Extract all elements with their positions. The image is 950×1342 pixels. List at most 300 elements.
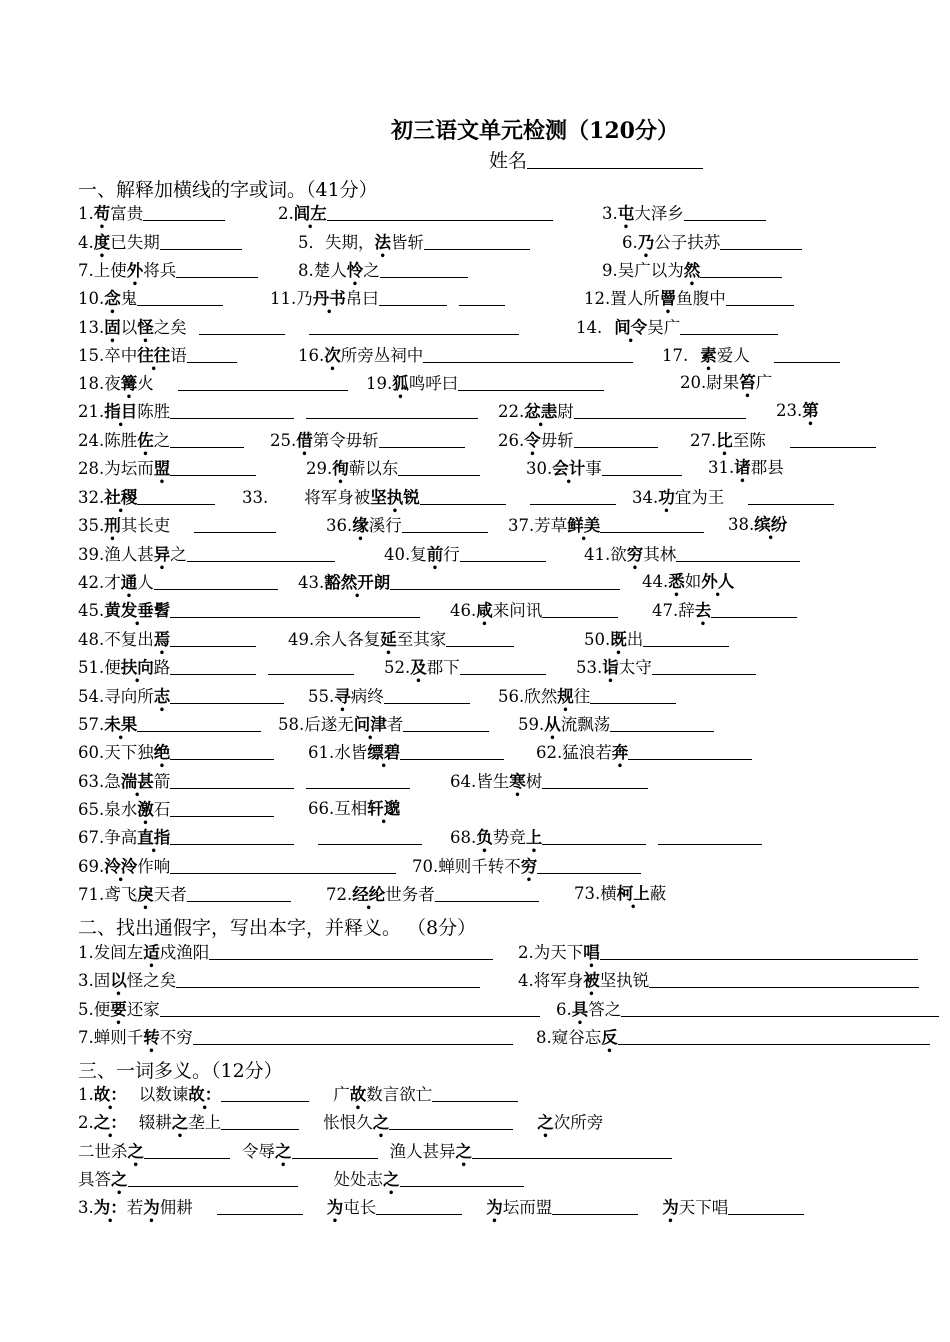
answer-blank[interactable] [187,883,291,902]
answer-blank[interactable] [400,1168,524,1187]
answer-blank[interactable] [537,855,641,874]
answer-blank[interactable] [711,599,797,618]
question-text: 66. [308,799,335,818]
answer-blank[interactable] [217,1196,303,1215]
question-text: 1. [78,943,94,962]
question-text: 石 [153,800,171,819]
answer-blank[interactable] [542,770,648,789]
question-text: 寻向所 [104,687,154,706]
marked-term: 丹书 [312,289,346,308]
answer-blank[interactable] [137,713,261,732]
marked-term: 适 [143,943,160,962]
answer-blank[interactable] [292,1140,378,1159]
marked-term: 上 [525,828,543,847]
answer-blank[interactable] [187,543,335,562]
s2-question-8 [536,1026,930,1049]
marked-term: 去 [694,601,712,620]
question-text: 24. [78,431,105,450]
answer-blank[interactable] [423,344,633,363]
answer-blank[interactable] [144,1140,230,1159]
marked-term: 比 [716,431,733,450]
question-54 [78,685,284,708]
s2-question-3 [78,969,480,992]
question-text: 7. [78,261,94,280]
answer-blank[interactable] [600,941,918,960]
answer-blank[interactable] [193,1026,513,1045]
answer-blank[interactable] [160,231,242,250]
question-text: 30. [526,459,553,478]
marked-term: 咸 [476,601,493,620]
answer-blank[interactable] [170,741,274,760]
answer-blank[interactable] [137,287,223,306]
question-text: 为天下 [533,943,584,962]
answer-blank[interactable] [178,372,348,391]
question-37 [508,514,704,537]
marked-term: 为 [486,1198,503,1217]
question-text: 水皆 [334,743,368,762]
marked-term: 缘 [352,516,369,535]
marked-term: 以 [110,971,127,990]
question-text: 36. [326,516,353,535]
question-text: 所旁丛祠中 [340,346,424,365]
marked-term: 固 [104,318,121,337]
marked-term: 柯上 [616,884,650,903]
question-text: 5. [78,1000,94,1019]
s3-question-zhi [78,1111,603,1134]
question-text: 49. [288,630,315,649]
question-47 [652,599,797,622]
answer-blank[interactable] [170,457,256,476]
question-text: 70. [412,857,439,876]
marked-term: 故： • [188,1085,221,1104]
row-8 [0,400,950,426]
question-text: 广 [755,373,773,392]
answer-blank[interactable] [376,1196,462,1215]
s3-row-4 [0,1168,950,1194]
question-text: 41. [584,545,611,564]
answer-blank[interactable] [590,685,676,704]
question-49 [288,628,514,651]
question-text: 太守 [618,658,652,677]
marked-term: 然 [683,261,701,280]
question-text: 19. [366,374,393,393]
question-text: 戍渔阳 [159,943,210,962]
question-60 [78,741,274,764]
question-text: 46. [450,601,477,620]
question-text: 15. [78,346,105,365]
answer-blank[interactable] [199,316,285,335]
question-29 [306,457,480,480]
section-1-heading: 一、解释加横线的字或词。（41分） [78,179,378,201]
row-17 [0,656,950,682]
answer-blank[interactable] [574,429,658,448]
question-text: 发闾左 [93,943,144,962]
answer-blank[interactable] [306,770,410,789]
question-15 [78,344,237,367]
answer-blank[interactable] [160,998,540,1017]
answer-blank[interactable] [542,826,646,845]
answer-blank[interactable] [400,741,504,760]
question-8 [298,259,468,282]
marked-term: 之 [171,1113,189,1132]
marked-term: 度 [93,233,111,252]
answer-blank[interactable] [398,457,480,476]
answer-blank[interactable] [170,656,256,675]
question-73 [574,883,666,905]
question-text: 其长吏 [120,516,171,535]
marked-term: 鲜美 [567,516,601,535]
question-text: 67. [78,828,105,847]
marked-term: 功 [658,488,675,507]
answer-blank[interactable] [318,826,422,845]
question-text: 便 [93,1000,111,1019]
answer-blank[interactable] [618,1026,930,1045]
answer-blank[interactable] [435,883,539,902]
marked-term: 泠泠 [104,857,138,876]
question-text: 73. [574,884,601,903]
marked-term: 轩邈 [367,799,401,818]
question-text: 不复出 [104,630,154,649]
answer-blank[interactable] [390,571,620,590]
question-text: 大泽乡 [634,204,684,223]
question-text: 天下唱 [678,1198,729,1217]
question-42 [78,571,278,594]
marked-term: 故 [349,1085,367,1104]
marked-term: 外人 [701,572,735,591]
question-text: 后遂无 [304,715,354,734]
marked-term: 念 [104,289,121,308]
question-23 [776,400,819,422]
question-40 [384,543,546,566]
answer-blank[interactable] [306,400,478,419]
answer-blank[interactable] [170,400,294,419]
question-text: 13. [78,318,105,337]
question-text: 世务者 [385,885,435,904]
question-text: 39. [78,545,105,564]
question-text: 火 [137,374,154,393]
question-text: 将军身被 [304,488,371,507]
question-text: 渔人甚 [104,545,154,564]
question-text: 27. [690,431,717,450]
row-6 [0,344,950,370]
question-text: 者 [386,715,404,734]
answer-blank[interactable] [176,969,480,988]
question-text: 爱人 [716,346,750,365]
question-text: 3. [78,1198,94,1217]
question-text: 68. [450,828,477,847]
question-48 [78,628,256,651]
question-text: 10. [78,289,105,308]
answer-blank[interactable] [187,344,237,363]
marked-term: 悉 [668,572,685,591]
question-text: 蔽 [649,884,667,903]
question-56 [498,685,676,708]
question-9 [602,259,782,282]
marked-term: 会计 [552,459,586,478]
answer-blank[interactable] [726,287,794,306]
question-50 [584,628,729,651]
marked-term: 及 [410,658,427,677]
answer-blank[interactable] [602,457,682,476]
row-7 [0,372,950,398]
marked-term: 之 [111,1170,128,1189]
question-4 [78,231,242,254]
answer-blank[interactable] [221,1111,299,1130]
answer-blank[interactable] [460,656,546,675]
question-text: 尉果 [706,373,740,392]
answer-blank[interactable] [170,855,396,874]
row-22 [0,798,950,824]
marked-term: 之 [372,1113,390,1132]
question-28 [78,457,256,480]
answer-blank[interactable] [170,599,420,618]
question-text: 溪行 [368,516,402,535]
name-field[interactable] [489,146,703,173]
answer-blank[interactable] [621,998,939,1017]
s3-question-wei [78,1196,804,1219]
answer-blank[interactable] [432,1083,518,1102]
answer-blank[interactable] [170,770,294,789]
question-text: 54. [78,687,105,706]
answer-blank[interactable] [676,543,800,562]
answer-blank[interactable] [221,1083,309,1102]
question-text: 帛曰 [345,289,379,308]
question-text: 11. [270,289,297,308]
question-45 [78,599,420,622]
question-text: 不穷 [159,1028,193,1047]
marked-term: 诸 [734,458,751,477]
answer-blank[interactable] [420,486,506,505]
answer-blank[interactable] [720,231,802,250]
answer-blank[interactable] [424,231,530,250]
marked-term: 之： • [94,1113,127,1132]
question-text: 以 [120,318,138,337]
row-20 [0,741,950,767]
question-text: 2. [518,943,534,962]
question-text: 猛浪若 [562,743,612,762]
answer-blank[interactable] [728,1196,804,1215]
answer-blank[interactable] [137,486,215,505]
answer-blank[interactable] [170,798,274,817]
answer-blank[interactable] [542,599,618,618]
marked-term: 为 [662,1198,679,1217]
question-text: 第令毋斩 [312,431,379,450]
s2-row-4 [0,1026,950,1052]
answer-blank[interactable] [460,543,546,562]
answer-blank[interactable] [643,628,729,647]
marked-term: 要 [110,1000,127,1019]
answer-blank[interactable] [176,259,258,278]
question-10 [78,287,223,310]
answer-blank[interactable] [652,656,756,675]
row-2 [0,231,950,257]
question-text: 69. [78,857,105,876]
answer-blank[interactable] [446,628,514,647]
answer-blank[interactable] [209,941,493,960]
question-text: 33. [242,488,269,507]
question-text: 将兵 [143,261,177,280]
answer-blank[interactable] [268,656,354,675]
name-blank[interactable] [527,148,703,169]
question-text: 6. [556,1000,572,1019]
answer-blank[interactable] [748,486,834,505]
question-text: 3. [602,204,618,223]
question-7 [78,259,258,282]
question-text: 急 [104,772,121,791]
marked-term: 湍甚 [120,772,154,791]
question-text: 60. [78,743,105,762]
answer-blank[interactable] [700,259,782,278]
s3-row-1 [0,1083,950,1109]
marked-term: 闾左 [293,204,327,223]
question-25 [270,429,465,452]
question-text: 21. [78,402,105,421]
answer-blank[interactable] [402,514,488,533]
question-text: 郡县 [750,458,784,477]
question-text: 将军身 [533,971,584,990]
answer-blank[interactable] [680,316,778,335]
s3-row-5 [0,1196,950,1222]
question-65 [78,798,274,821]
answer-blank[interactable] [649,969,919,988]
answer-blank[interactable] [472,1140,672,1159]
question-text: 具答 [78,1170,111,1189]
answer-blank[interactable] [458,372,604,391]
answer-blank[interactable] [170,826,294,845]
name-label: 姓名 [489,150,528,172]
marked-term: 直指 [137,828,171,847]
marked-term: 通 [120,573,138,592]
question-text: 夜 [104,374,121,393]
question-text: 吴广 [647,318,681,337]
answer-blank[interactable] [552,1196,638,1215]
answer-blank[interactable] [154,571,278,590]
question-24 [78,429,244,452]
answer-blank[interactable] [574,400,746,419]
question-text: 40. [384,545,411,564]
question-text: 争高 [104,828,138,847]
marked-term: 寒 [509,772,526,791]
question-text: 43. [298,573,325,592]
question-text: 二世杀 [78,1142,128,1161]
marked-term: 具 [571,1000,589,1019]
question-58 [278,713,489,736]
question-text: 56. [498,687,525,706]
marked-term: 缤纷 [754,515,788,534]
question-text: 44. [642,572,669,591]
answer-blank[interactable] [380,259,468,278]
answer-blank[interactable] [628,741,752,760]
answer-blank[interactable] [170,429,244,448]
answer-blank[interactable] [610,713,714,732]
answer-blank[interactable] [684,202,766,221]
question-text: 皆生 [476,772,510,791]
answer-blank[interactable] [389,1111,513,1130]
marked-term: 之 [275,1142,292,1161]
question-41 [584,543,800,566]
marked-term: 之 [383,1170,400,1189]
answer-blank[interactable] [600,514,704,533]
question-text: 数言欲亡 [366,1085,433,1104]
question-52 [384,656,546,679]
question-text: 35. [78,516,105,535]
answer-blank[interactable] [459,287,505,306]
question-text: 57. [78,715,105,734]
question-text: 之 [170,545,187,564]
question-text: 65. [78,800,105,819]
question-text: 欣然 [524,687,558,706]
marked-term: 往往 [137,346,171,365]
question-text: 互相 [334,799,368,818]
row-25 [0,883,950,909]
question-text: 语 [170,346,187,365]
question-text: 令辱 [242,1142,275,1161]
question-46 [450,599,618,622]
marked-term: 之 [537,1113,554,1132]
question-text: 14. [576,318,603,337]
marked-term: 戾 [137,885,154,904]
question-text: 45. [78,601,105,620]
s2-question-1 [78,941,493,964]
marked-term: 为： • [94,1198,127,1217]
question-text: 乃 [296,289,313,308]
answer-blank[interactable] [403,713,489,732]
question-33 [242,486,616,509]
question-text: 辞 [678,601,695,620]
answer-blank[interactable] [379,429,465,448]
question-text: 之矣 [153,318,187,337]
question-text: 病终 [350,687,384,706]
question-text: 29. [306,459,333,478]
question-text: 3. [78,971,94,990]
question-text: 行 [443,545,460,564]
question-text: 渔人甚异 [389,1142,456,1161]
marked-term: 外 [126,261,144,280]
row-11 [0,486,950,512]
question-text: 47. [652,601,679,620]
marked-term: 穷 [626,545,644,564]
question-text: 天下独 [104,743,154,762]
question-6 [622,231,802,254]
answer-blank[interactable] [143,202,225,221]
question-36 [326,514,488,537]
answer-blank[interactable] [774,344,840,363]
answer-blank[interactable] [790,429,876,448]
question-text: 处处志 [333,1170,383,1189]
answer-blank[interactable] [327,202,553,221]
answer-blank[interactable] [658,826,762,845]
question-text: 26. [498,431,525,450]
marked-term: 故： • [94,1085,127,1104]
question-text: 上使 [93,261,127,280]
answer-blank[interactable] [530,486,616,505]
s3-question-gu [78,1083,518,1106]
answer-blank[interactable] [379,287,447,306]
answer-blank[interactable] [170,628,256,647]
question-text: 其林 [643,545,677,564]
question-66 [308,798,400,820]
answer-blank[interactable] [194,514,276,533]
answer-blank[interactable] [309,316,519,335]
question-text: 鱼腹中 [676,289,726,308]
section-3-heading: 三、一词多义。（12分） [78,1060,283,1082]
marked-term: 为 [326,1198,344,1217]
marked-term: 指目 [104,402,138,421]
answer-blank[interactable] [384,685,470,704]
question-text: 答之 [588,1000,622,1019]
answer-blank[interactable] [170,685,284,704]
answer-blank[interactable] [128,1168,298,1187]
